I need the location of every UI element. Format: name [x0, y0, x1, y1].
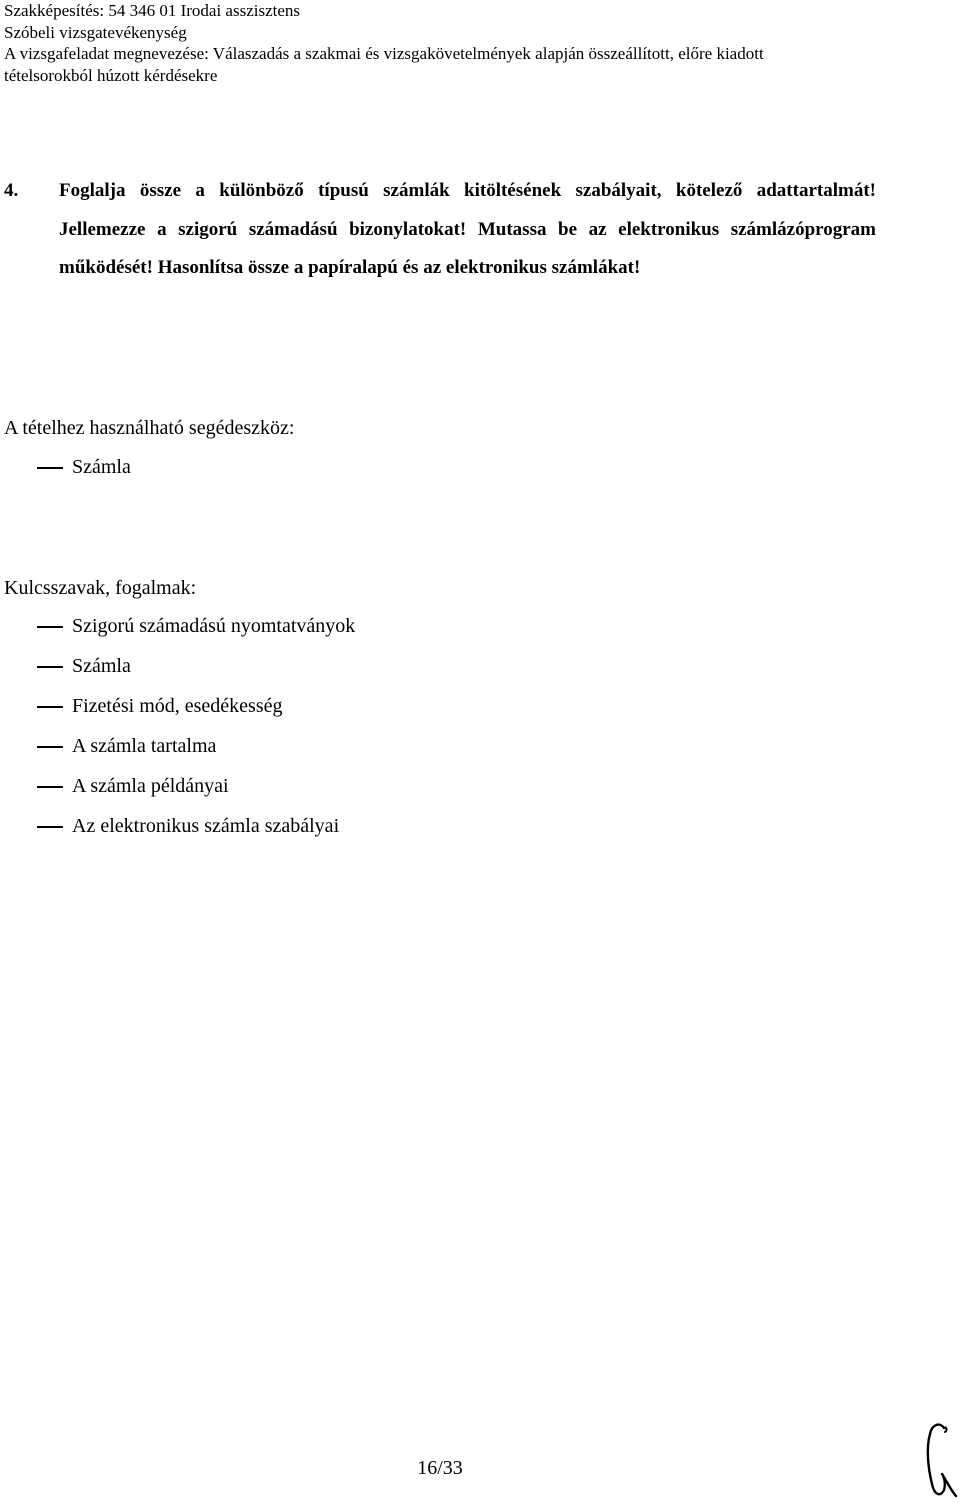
dash-bullet — [37, 746, 63, 748]
dash-bullet — [37, 467, 63, 469]
question-text: Foglalja össze a különböző típusú számlák kitöltésének szabályait, kötelező adattartalmát! Jellemezze a szigorú számadású bizonylatokat! Mutassa be az elektronikus számlázóprogram működését! Hasonlítsa össze a papíralapú és az elektronikus számlákat! — [59, 180, 876, 278]
dash-bullet — [37, 786, 63, 788]
list-item-label: Fizetési mód, esedékesség — [72, 694, 283, 717]
list-item-label: Az elektronikus számla szabályai — [72, 814, 340, 837]
list-item-label: A számla példányai — [72, 774, 229, 797]
document-header — [4, 0, 954, 86]
tools-title: A tételhez használható segédeszköz: — [4, 417, 295, 439]
list-item-label: A számla tartalma — [72, 734, 217, 757]
list-item — [0, 726, 355, 766]
header-task-name-cont: tételsorokból húzott kérdésekre — [4, 65, 218, 85]
list-item-label: Szigorú számadású nyomtatványok — [72, 614, 356, 637]
question-number: 4. — [4, 180, 19, 201]
dash-bullet — [37, 826, 63, 828]
exam-question — [4, 172, 876, 288]
header-task-name: A vizsgafeladat megnevezése: Válaszadás a szakmai és vizsgakövetelmények alapján összeállított, előre kiadott — [4, 44, 764, 63]
keywords-list — [0, 606, 355, 846]
list-item-label: Számla — [72, 455, 131, 478]
list-item — [0, 806, 355, 846]
header-qualification: Szakképesítés: 54 346 01 Irodai asszisztens — [4, 1, 301, 20]
keywords-title: Kulcsszavak, fogalmak: — [4, 577, 197, 599]
list-item — [0, 686, 355, 726]
list-item — [0, 606, 355, 646]
list-item — [0, 646, 355, 686]
list-item-label: Számla — [72, 654, 131, 677]
signature-mark — [914, 1418, 958, 1500]
dash-bullet — [37, 626, 63, 628]
tools-list — [0, 447, 131, 487]
page-number: 16/33 — [417, 1457, 463, 1479]
header-exam-activity: Szóbeli vizsgatevékenység — [4, 22, 187, 42]
list-item — [0, 766, 355, 806]
list-item — [0, 447, 131, 487]
dash-bullet — [37, 666, 63, 668]
dash-bullet — [37, 706, 63, 708]
